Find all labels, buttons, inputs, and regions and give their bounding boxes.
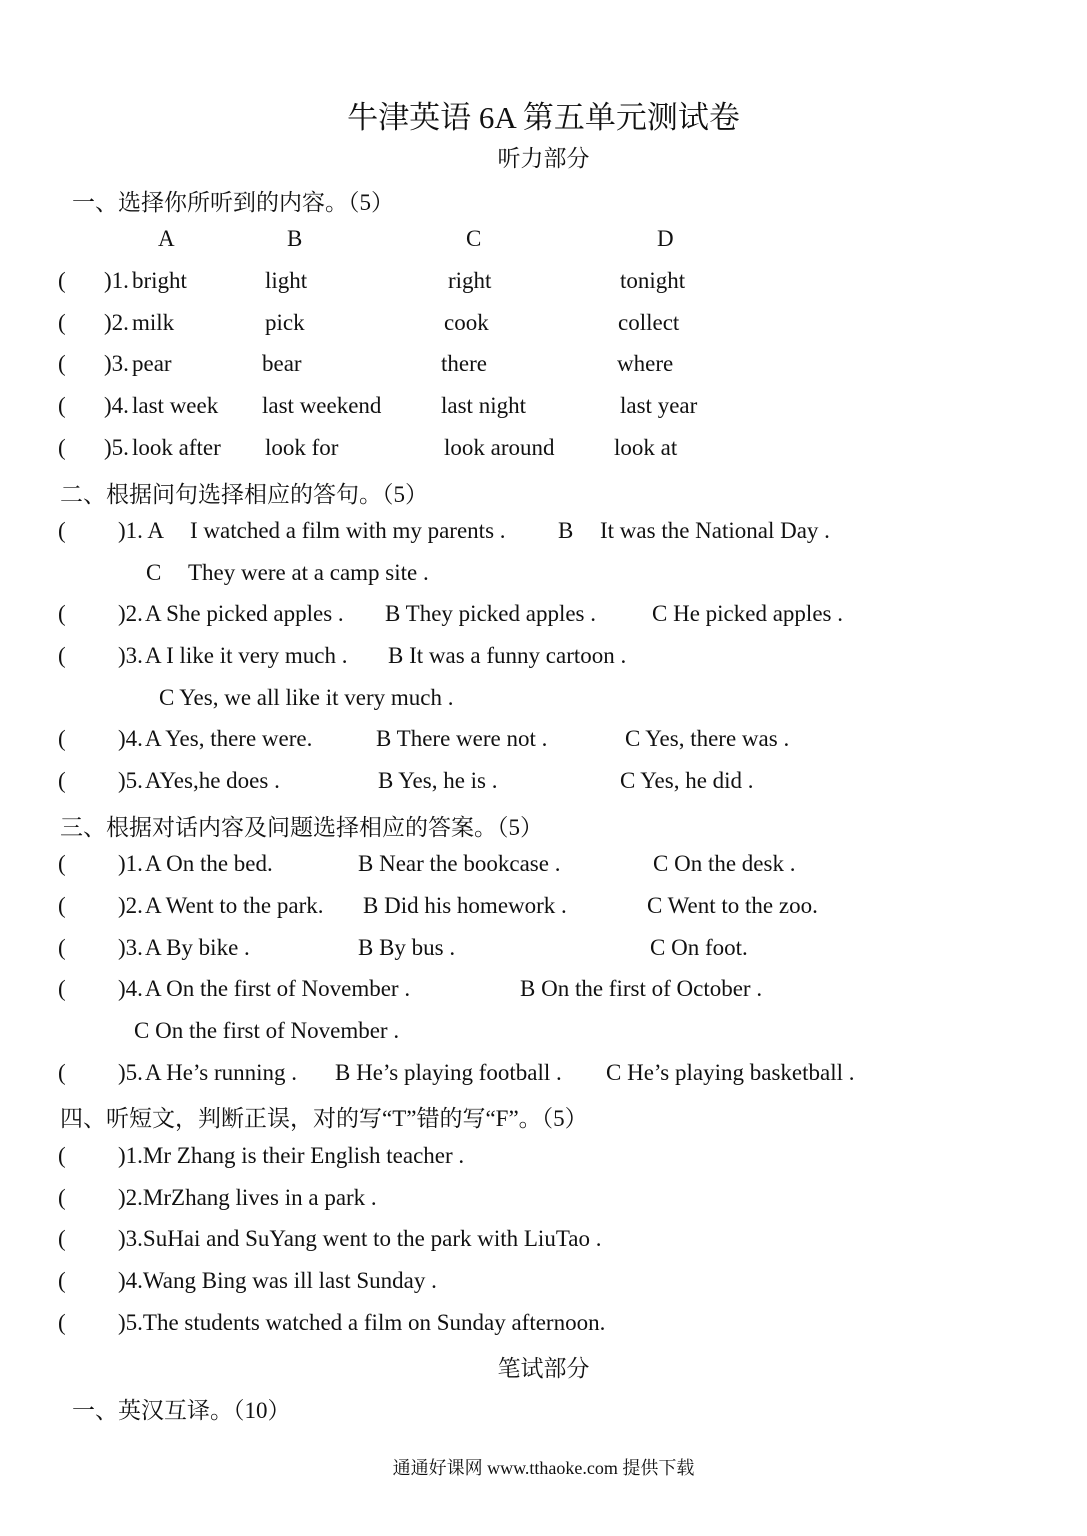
answer-blank: ( [58,726,66,751]
column-letter-c: C [466,226,482,251]
option-b: B It was a funny cartoon . [388,643,627,668]
option-a: A I like it very much . [145,643,348,668]
option-a: I watched a film with my parents . [190,518,506,543]
option-b-letter: B [558,518,574,543]
option-a: pear [132,351,172,376]
part1-heading: 一、选择你所听到的内容。（5） [72,190,394,215]
option-c: cook [444,310,489,335]
option-b: B They picked apples . [385,601,596,626]
part2-heading: 二、根据问句选择相应的答句。（5） [60,482,428,507]
option-c: last night [441,393,526,418]
page-footer: 通通好课网 www.tthaoke.com 提供下载 [392,1458,695,1478]
option-c: They were at a camp site . [188,560,429,585]
listening-section-title: 听力部分 [497,146,590,171]
answer-blank: ( [58,1226,66,1251]
option-c: C On the desk . [653,851,796,876]
answer-blank: ( [58,1185,66,1210]
option-b: B There were not . [376,726,548,751]
question-number: )5. [118,1060,143,1085]
option-c: there [441,351,487,376]
answer-blank: ( [58,351,66,376]
option-c-letter: C [146,560,162,585]
option-a: AYes,he does . [145,768,280,793]
option-b: B Did his homework . [363,893,567,918]
statement-text: )5.The students watched a film on Sunday afternoon. [118,1310,606,1335]
written-section-title: 笔试部分 [497,1356,590,1381]
option-c: C Yes, there was . [625,726,790,751]
option-c: C On foot. [650,935,748,960]
answer-blank: ( [58,893,66,918]
statement-text: )1.Mr Zhang is their English teacher . [118,1143,465,1168]
option-d: look at [614,435,678,460]
page-title: 牛津英语 6A 第五单元测试卷 [347,100,740,135]
option-c: look around [444,435,555,460]
option-b: B By bus . [358,935,456,960]
option-d: collect [618,310,680,335]
statement-text: )4.Wang Bing was ill last Sunday . [118,1268,437,1293]
answer-blank: ( [58,601,66,626]
answer-blank: ( [58,310,66,335]
column-letter-a: A [158,226,175,251]
statement-text: )3.SuHai and SuYang went to the park with LiuTao . [118,1226,602,1251]
answer-blank: ( [58,935,66,960]
part3-heading: 三、根据对话内容及问题选择相应的答案。（5） [60,815,543,840]
option-a: bright [132,268,187,293]
option-d: last year [620,393,698,418]
answer-blank: ( [58,851,66,876]
question-number: )4. [104,393,129,418]
option-b: light [265,268,308,293]
question-number: )3. [104,351,129,376]
written-part1-heading: 一、英汉互译。（10） [72,1398,291,1423]
question-number: )2. [118,893,143,918]
option-a: A Yes, there were. [145,726,313,751]
question-number: )2. [118,601,143,626]
statement-text: )2.MrZhang lives in a park . [118,1185,377,1210]
answer-blank: ( [58,1268,66,1293]
column-letter-d: D [657,226,674,251]
answer-blank: ( [58,643,66,668]
question-number: )3. [118,935,143,960]
question-number: )5. [104,435,129,460]
option-b: B Yes, he is . [378,768,498,793]
option-c: C Yes, we all like it very much . [159,685,454,710]
option-b: look for [265,435,339,460]
question-number: )1. [104,268,129,293]
option-b: last weekend [262,393,382,418]
answer-blank: ( [58,768,66,793]
option-a: A He’s running . [145,1060,298,1085]
option-a: A On the first of November . [145,976,411,1001]
question-number: )1. A [118,518,164,543]
column-letter-b: B [287,226,303,251]
option-b: bear [262,351,302,376]
option-a: last week [132,393,219,418]
option-d: where [617,351,674,376]
answer-blank: ( [58,1310,66,1335]
answer-blank: ( [58,518,66,543]
part4-heading: 四、听短文，判断正误，对的写“T”错的写“F”。（5） [60,1106,588,1131]
option-b: B He’s playing football . [335,1060,562,1085]
question-number: )4. [118,976,143,1001]
question-number: )1. [118,851,143,876]
answer-blank: ( [58,1060,66,1085]
answer-blank: ( [58,1143,66,1168]
option-c: C Yes, he did . [620,768,754,793]
question-number: )3. [118,643,143,668]
question-number: )2. [104,310,129,335]
option-c: C He picked apples . [652,601,843,626]
option-c: right [448,268,492,293]
answer-blank: ( [58,268,66,293]
option-d: tonight [620,268,686,293]
option-a: milk [132,310,175,335]
option-b: B Near the bookcase . [358,851,561,876]
option-a: A By bike . [145,935,250,960]
option-b: B On the first of October . [520,976,763,1001]
option-c: C On the first of November . [134,1018,400,1043]
answer-blank: ( [58,393,66,418]
option-a: A Went to the park. [145,893,324,918]
option-c: C Went to the zoo. [647,893,818,918]
answer-blank: ( [58,976,66,1001]
option-b: It was the National Day . [600,518,830,543]
option-a: A On the bed. [145,851,273,876]
answer-blank: ( [58,435,66,460]
option-a: look after [132,435,221,460]
option-b: pick [265,310,305,335]
question-number: )5. [118,768,143,793]
option-c: C He’s playing basketball . [606,1060,855,1085]
option-a: A She picked apples . [145,601,344,626]
question-number: )4. [118,726,143,751]
